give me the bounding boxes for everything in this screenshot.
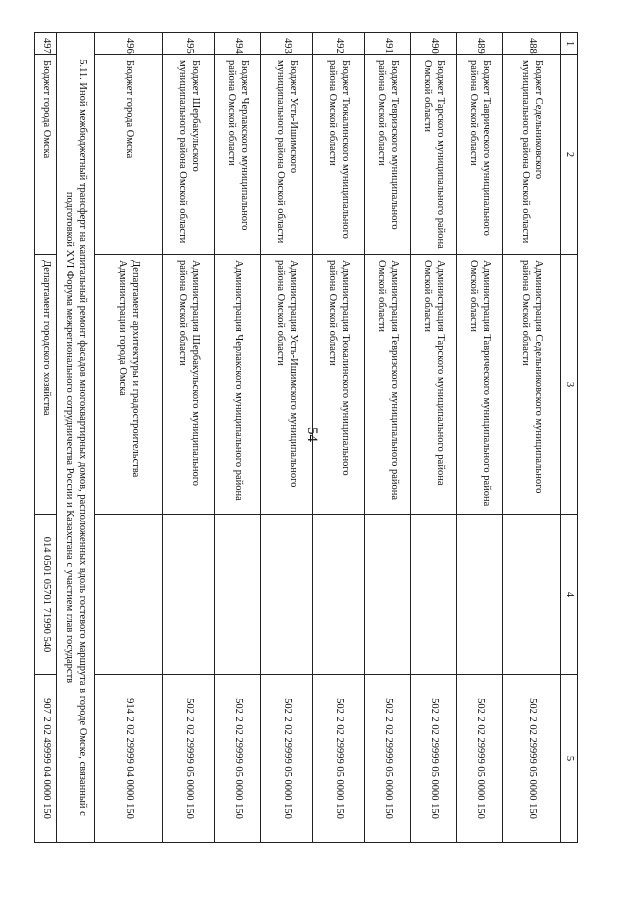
code-col-4 bbox=[457, 515, 503, 675]
table-body bbox=[35, 33, 561, 843]
administrator-cell: Администрация Усть-Ишимского муниципального района Омской области bbox=[261, 255, 313, 515]
header-col-5: 5 bbox=[561, 675, 578, 843]
code-col-4: 014 0501 05701 71990 540 bbox=[35, 515, 57, 675]
row-number: 493 bbox=[261, 33, 313, 55]
table-row bbox=[215, 33, 261, 843]
recipient-cell: Бюджет Тарского муниципального района Омской области bbox=[411, 55, 457, 255]
recipient-cell: Бюджет Черлакского муниципального района Омской области bbox=[215, 55, 261, 255]
code-col-5: 502 2 02 29999 05 0000 150 bbox=[457, 675, 503, 843]
code-col-5: 502 2 02 29999 05 0000 150 bbox=[411, 675, 457, 843]
row-number: 490 bbox=[411, 33, 457, 55]
administrator-cell: Администрация Тевризского муниципального района Омской области bbox=[365, 255, 411, 515]
code-col-5: 914 2 02 29999 04 0000 150 bbox=[95, 675, 163, 843]
header-col-3: 3 bbox=[561, 255, 578, 515]
code-col-5: 502 2 02 29999 05 0000 150 bbox=[163, 675, 215, 843]
header-col-4: 4 bbox=[561, 515, 578, 675]
administrator-cell: Администрация Тарского муниципального района Омской области bbox=[411, 255, 457, 515]
administrator-cell: Администрация Тюкалинского муниципального района Омской области bbox=[313, 255, 365, 515]
row-number: 491 bbox=[365, 33, 411, 55]
row-number: 488 bbox=[503, 33, 561, 55]
table-row bbox=[95, 33, 163, 843]
section-title: 5.11. Иной межбюджетный трансферт на капитальный ремонт фасадов многоквартирных домов, расположенных вдоль гостевого маршрута в городе Омске, связанный с подготовкой XVI Форума межрегионального сотрудничества России и Казахстана с участием глав государств bbox=[57, 33, 95, 843]
table-row bbox=[457, 33, 503, 843]
code-col-5: 502 2 02 29999 05 0000 150 bbox=[215, 675, 261, 843]
administrator-cell: Администрация Шербакульского муниципального района Омской области bbox=[163, 255, 215, 515]
code-col-5: 502 2 02 29999 05 0000 150 bbox=[365, 675, 411, 843]
row-number: 492 bbox=[313, 33, 365, 55]
code-col-4 bbox=[95, 515, 163, 675]
code-col-4 bbox=[215, 515, 261, 675]
table-row bbox=[313, 33, 365, 843]
header-col-1: 1 bbox=[561, 33, 578, 55]
administrator-cell: Администрация Черлакского муниципального района bbox=[215, 255, 261, 515]
code-col-4 bbox=[261, 515, 313, 675]
administrator-cell: Администрация Таврического муниципального района Омской области bbox=[457, 255, 503, 515]
code-col-4 bbox=[503, 515, 561, 675]
section-row bbox=[57, 33, 95, 843]
table-row bbox=[411, 33, 457, 843]
recipient-cell: Бюджет Тюкалинского муниципального района Омской области bbox=[313, 55, 365, 255]
code-col-5: 502 2 02 29999 05 0000 150 bbox=[261, 675, 313, 843]
budget-table bbox=[34, 32, 578, 843]
table-row bbox=[163, 33, 215, 843]
code-col-5: 502 2 02 29999 05 0000 150 bbox=[313, 675, 365, 843]
table-row bbox=[503, 33, 561, 843]
table-row bbox=[365, 33, 411, 843]
code-col-5: 502 2 02 29999 05 0000 150 bbox=[503, 675, 561, 843]
table-row bbox=[35, 33, 57, 843]
page-number: 54 bbox=[304, 427, 320, 442]
recipient-cell: Бюджет города Омска bbox=[95, 55, 163, 255]
administrator-cell: Департамент городского хозяйства bbox=[35, 255, 57, 515]
recipient-cell: Бюджет Усть-Ишимского муниципального района Омской области bbox=[261, 55, 313, 255]
code-col-4 bbox=[365, 515, 411, 675]
code-col-4 bbox=[313, 515, 365, 675]
recipient-cell: Бюджет Таврического муниципального района Омской области bbox=[457, 55, 503, 255]
administrator-cell: Администрация Седельниковского муниципального района Омской области bbox=[503, 255, 561, 515]
code-col-4 bbox=[411, 515, 457, 675]
recipient-cell: Бюджет Седельниковского муниципального района Омской области bbox=[503, 55, 561, 255]
rotated-table-container bbox=[40, 32, 578, 842]
header-col-2: 2 bbox=[561, 55, 578, 255]
row-number: 495 bbox=[163, 33, 215, 55]
row-number: 497 bbox=[35, 33, 57, 55]
header-row bbox=[561, 33, 578, 843]
row-number: 496 bbox=[95, 33, 163, 55]
table-row bbox=[261, 33, 313, 843]
row-number: 489 bbox=[457, 33, 503, 55]
administrator-cell: Департамент архитектуры и градостроительства Администрации города Омска bbox=[95, 255, 163, 515]
row-number: 494 bbox=[215, 33, 261, 55]
recipient-cell: Бюджет города Омска bbox=[35, 55, 57, 255]
recipient-cell: Бюджет Шербакульского муниципального района Омской области bbox=[163, 55, 215, 255]
code-col-4 bbox=[163, 515, 215, 675]
code-col-5: 907 2 02 49999 04 0000 150 bbox=[35, 675, 57, 843]
recipient-cell: Бюджет Тевризского муниципального района Омской области bbox=[365, 55, 411, 255]
